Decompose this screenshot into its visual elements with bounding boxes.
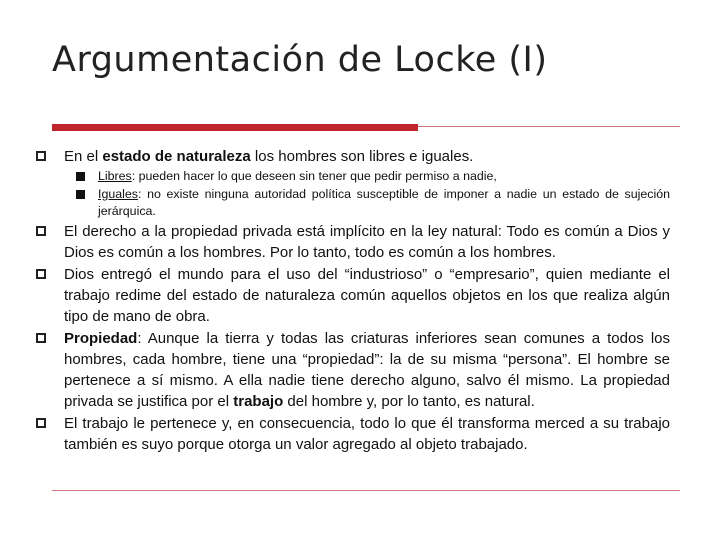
slide-body xyxy=(36,146,670,456)
title-accent-bar xyxy=(52,124,418,131)
hollow-square-bullet-icon xyxy=(36,269,46,279)
bullet-trabajo: El trabajo le pertenece y, en consecuencia, todo lo que él transforma merced a su trabajo también es suyo porque otorga un valor agregado al objeto trabajado. xyxy=(36,413,670,455)
hollow-square-bullet-icon xyxy=(36,151,46,161)
bullet-propiedad: Propiedad: Aunque la tierra y todas las criaturas inferiores sean comunes a todos los hombres, cada hombre, tiene una “propiedad”: la de su misma “persona”. El hombre se pertenece a sí mismo. A ella nadie tiene derecho alguno, salvo él mismo. La propiedad privada se justifica por el trabajo del hombre y, por lo tanto, es natural. xyxy=(36,328,670,412)
hollow-square-bullet-icon xyxy=(36,226,46,236)
subbullet-iguales: Iguales: no existe ninguna autoridad política susceptible de imponer a nadie un estado de sujeción jerárquica. xyxy=(36,186,670,220)
filled-square-bullet-icon xyxy=(76,172,85,181)
hollow-square-bullet-icon xyxy=(36,333,46,343)
subbullet-libres: Libres: pueden hacer lo que deseen sin tener que pedir permiso a nadie, xyxy=(36,168,670,185)
slide-title: Argumentación de Locke (I) xyxy=(52,40,548,80)
bullet-derecho-propiedad: El derecho a la propiedad privada está implícito en la ley natural: Todo es común a Dios y Dios es común a los hombres. Por lo tanto, todo es común a los hombres. xyxy=(36,221,670,263)
bullet-dios-entrego: Dios entregó el mundo para el uso del “industrioso” o “empresario”, quien mediante el trabajo redime del estado de naturaleza común aquellos objetos en los que realiza algún tipo de mano de obra. xyxy=(36,264,670,327)
title-underline-rule xyxy=(418,126,680,127)
footer-rule xyxy=(52,490,680,491)
hollow-square-bullet-icon xyxy=(36,418,46,428)
filled-square-bullet-icon xyxy=(76,190,85,199)
bullet-estado-naturaleza: En el estado de naturaleza los hombres son libres e iguales. xyxy=(36,146,670,167)
